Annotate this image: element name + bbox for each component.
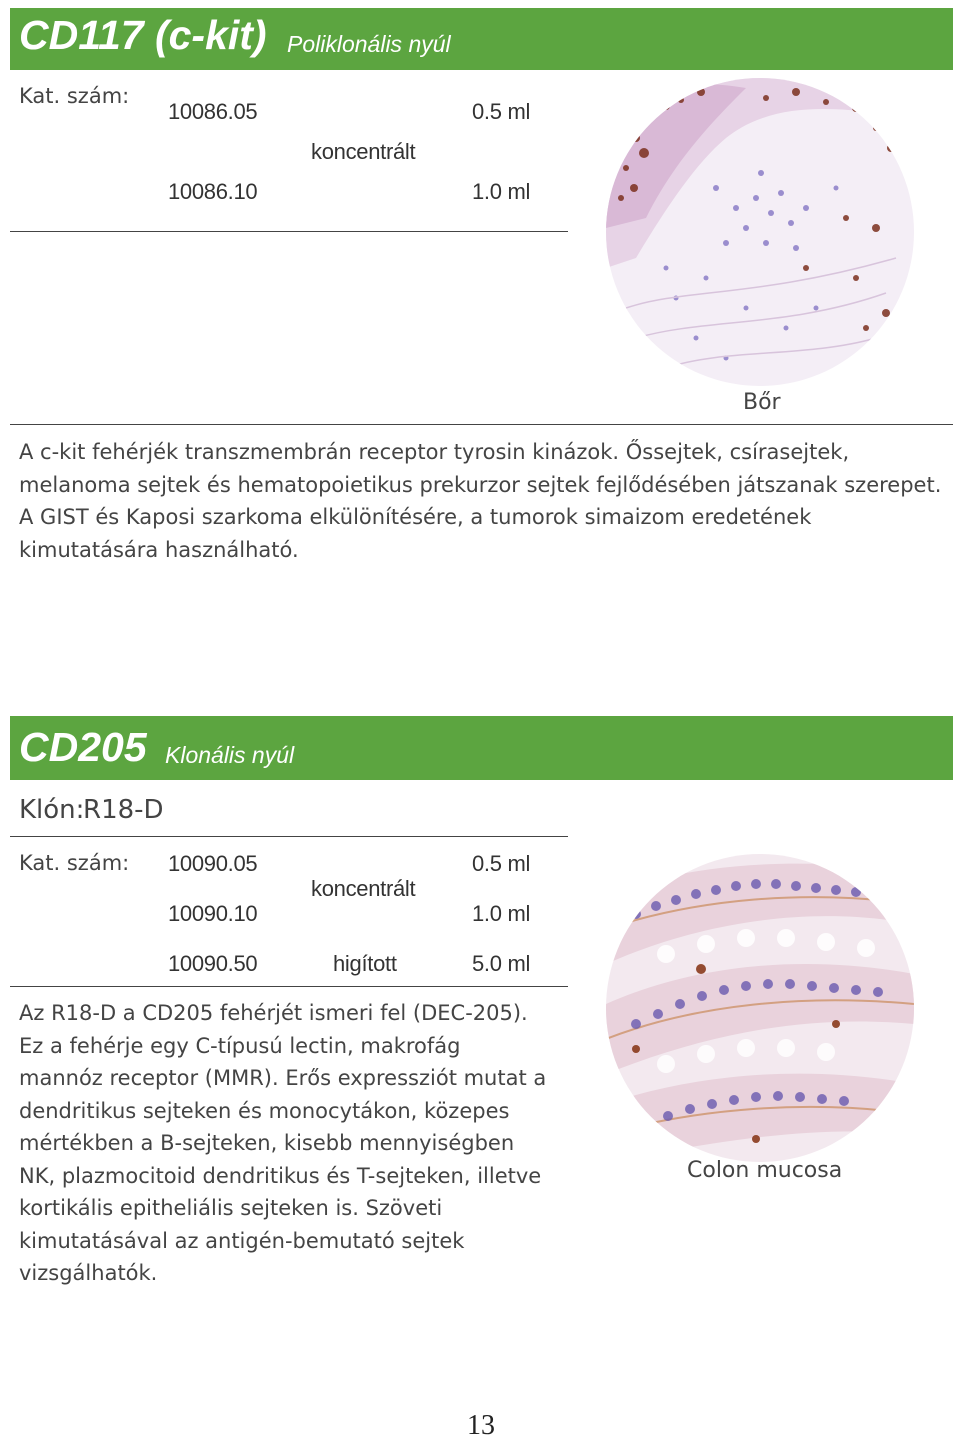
section2-subtitle: Klonális nyúl [165,742,295,768]
skin-micrograph-svg [606,78,914,386]
section1-form: koncentrált [311,139,416,164]
colon-micrograph [606,854,914,1162]
section2-form-diluted: higított [333,951,397,976]
section2-description: Az R18-D a CD205 fehérjét ismeri fel (DEC-205). Ez a fehérje egy C-típusú lectin, makrofág mannóz receptor (MMR). Erős expressziót mutat a dendritikus sejteken és monocytákon, közepes mértékben a B-sejteken, kisebb mennyiségben NK, plazmocitoid dendritikus és T-sejteken, illetve kortikális epitheliális sejteken is. Szöveti kimutatásával az antigén-bemutató sejtek vizsgálhatók. [19,1001,547,1285]
section2-volume-1: 0.5 ml [472,851,531,876]
section2-image-caption: Colon mucosa [687,1158,843,1183]
section2-form-concentrated: koncentrált [311,876,416,901]
skin-micrograph [606,78,914,386]
section2-clone-label: Klón: [19,795,85,825]
section1-cat-number-1: 10086.05 [168,99,258,124]
section2-clone-value: R18-D [83,795,164,825]
section1-cat-divider [10,231,568,232]
section2-cat-number-1: 10090.05 [168,851,258,876]
section1-cat-label: Kat. szám: [19,84,130,108]
section1-subtitle: Poliklonális nyúl [287,31,451,57]
section1-image-caption: Bőr [743,390,781,415]
section2-cat-label: Kat. szám: [19,851,130,875]
section1-divider [10,424,953,425]
section1-volume-1: 0.5 ml [472,99,531,124]
section2-cat-number-2: 10090.10 [168,901,258,926]
section2-volume-3: 5.0 ml [472,951,531,976]
colon-micrograph-svg [606,854,914,1162]
section1-title: CD117 (c-kit) [19,12,267,58]
section1-description: A c-kit fehérjék transzmembrán receptor tyrosin kinázok. Őssejtek, csírasejtek, melanoma sejtek és hematopoietikus prekurzor sejtek fejlődésében játszanak szerepet. A GIST és Kaposi szarkoma elkülönítésére, a tumorok simaizom eredetének kimutatására használható. [19,440,942,562]
section2-cat-number-3: 10090.50 [168,951,258,976]
section1-cat-number-2: 10086.10 [168,179,258,204]
section2-header [10,716,953,780]
section2-cat-divider [10,986,568,987]
section2-clone-divider [10,836,568,837]
section1-volume-2: 1.0 ml [472,179,531,204]
section2-volume-2: 1.0 ml [472,901,531,926]
page-number: 13 [467,1410,495,1441]
section1-header [10,8,953,70]
section2-title: CD205 [19,724,147,770]
